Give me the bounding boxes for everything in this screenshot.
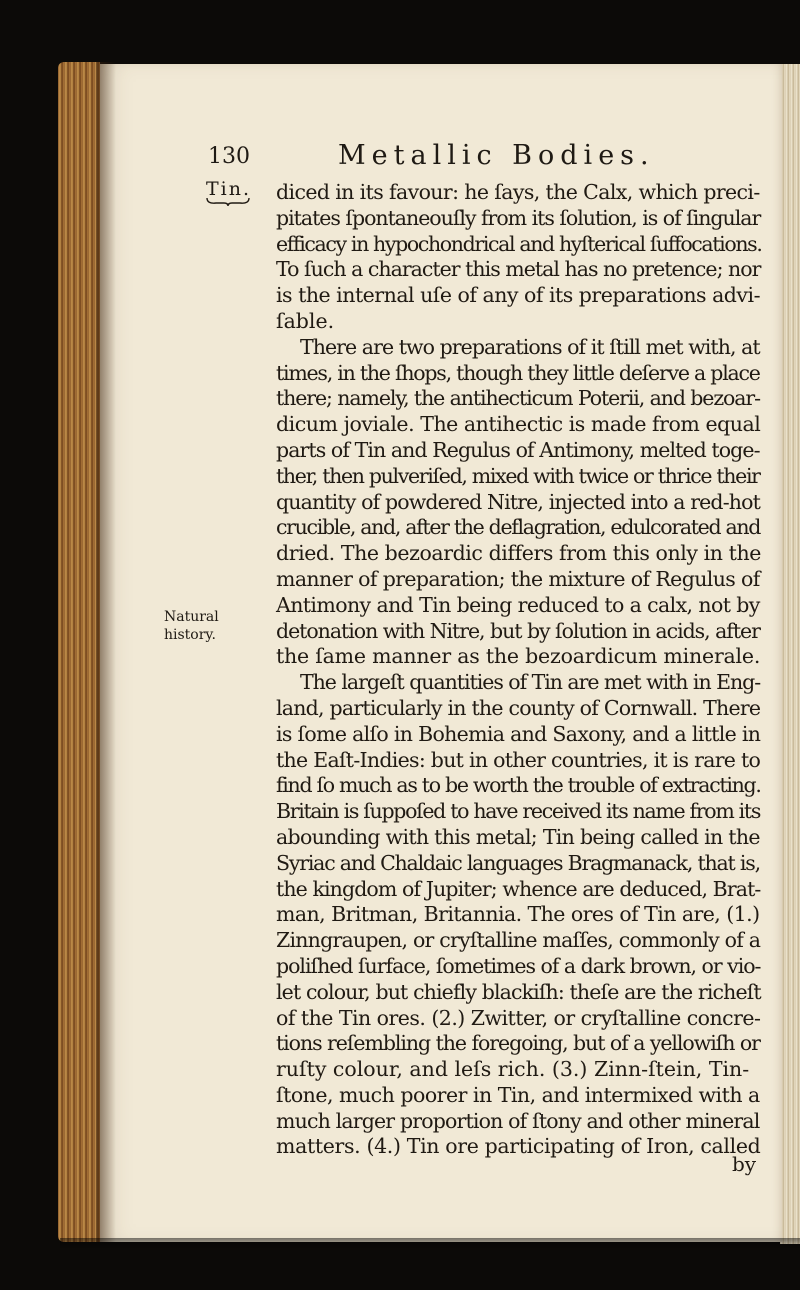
text-line: there; namely, the antihecticum Poterii, and bezoar- (276, 386, 760, 411)
text-line: quantity of powdered Nitre, injected into a red-hot (276, 489, 760, 514)
gutter-shadow (96, 62, 116, 1242)
text-line: To ſuch a character this metal has no pretence; nor (276, 257, 761, 282)
page-number: 130 (208, 144, 250, 169)
text-line: There are two preparations of it ſtill met with, at (300, 334, 760, 359)
text-line: ſtone, much poorer in Tin, and intermixed with a (276, 1082, 760, 1107)
body-text (276, 180, 760, 1160)
right-page-edges (780, 64, 800, 1244)
page-bottom-shadow (60, 1238, 800, 1250)
brace-mark (206, 196, 250, 206)
text-line: manner of preparation; the mixture of Regulus of (276, 566, 760, 591)
text-line: diced in its favour: he ſays, the Calx, which preci- (276, 180, 760, 204)
text-line: Antimony and Tin being reduced to a calx, not by (276, 592, 760, 617)
text-line: Britain is ſuppoſed to have received its name from its (276, 799, 761, 824)
catchword: by (732, 1152, 757, 1176)
text-line: Zinngraupen, or cryſtalline maſſes, commonly of a (276, 928, 761, 953)
text-line: poliſhed ſurface, ſometimes of a dark brown, or vio- (276, 953, 761, 978)
text-line: dried. The bezoardic differs from this only in the (276, 541, 761, 566)
text-line: find ſo much as to be worth the trouble of extracting. (276, 773, 761, 798)
text-line: abounding with this metal; Tin being called in the (276, 824, 760, 849)
text-line: matters. (4.) Tin ore participating of Iron, called (276, 1134, 761, 1159)
text-line: the Eaſt-Indies: but in other countries, it is rare to (276, 747, 761, 772)
text-line: dicum joviale. The antihectic is made from equal (276, 412, 761, 437)
text-line: efficacy in hypochondrical and hyſterical ſuffocations. (276, 231, 762, 256)
text-line: The largeſt quantities of Tin are met with in Eng- (300, 670, 761, 695)
text-line: let colour, but chiefly blackiſh: theſe are the richeſt (276, 979, 761, 1004)
side-label-tin: Tin. (206, 178, 252, 200)
page-header (208, 140, 768, 180)
text-line: tions reſembling the foregoing, but of a yellowiſh or (276, 1031, 760, 1056)
text-line: times, in the ſhops, though they little deſerve a place (276, 360, 760, 385)
text-line: the ſame manner as the bezoardicum minerale. (276, 644, 761, 669)
text-line: much larger proportion of ſtony and other mineral (276, 1108, 760, 1133)
text-line: detonation with Nitre, but by ſolution in acids, after (276, 618, 760, 643)
text-line: parts of Tin and Regulus of Antimony, melted toge- (276, 437, 760, 462)
margin-note (164, 608, 224, 644)
text-line: Syriac and Chaldaic languages Bragmanack, that is, (276, 850, 760, 875)
text-line: of the Tin ores. (2.) Zwitter, or cryſtalline concre- (276, 1005, 761, 1030)
text-line: land, particularly in the county of Cornwall. There (276, 695, 761, 720)
margin-note-line: Natural (164, 609, 219, 625)
text-line: pitates ſpontaneouſly from its ſolution, is of ſingular (276, 205, 761, 230)
text-line: ruſty colour, and leſs rich. (3.) Zinn-ſtein, Tin- (276, 1057, 750, 1082)
text-line: crucible, and, after the deflagration, edulcorated and (276, 515, 761, 540)
text-line: the kingdom of Jupiter; whence are deduced, Brat- (276, 876, 761, 901)
text-line: ther, then pulveriſed, mixed with twice or thrice their (276, 463, 760, 488)
text-line: man, Britman, Britannia. The ores of Tin are, (1.) (276, 902, 760, 927)
running-title: Metallic Bodies. (338, 140, 655, 171)
margin-note-line: history. (164, 627, 216, 643)
text-line: is the internal uſe of any of its preparations advi- (276, 283, 760, 308)
text-line: is ſome alſo in Bohemia and Saxony, and a little in (276, 721, 761, 746)
text-line: ſable. (276, 308, 335, 333)
book-gutter-edges (58, 62, 100, 1242)
